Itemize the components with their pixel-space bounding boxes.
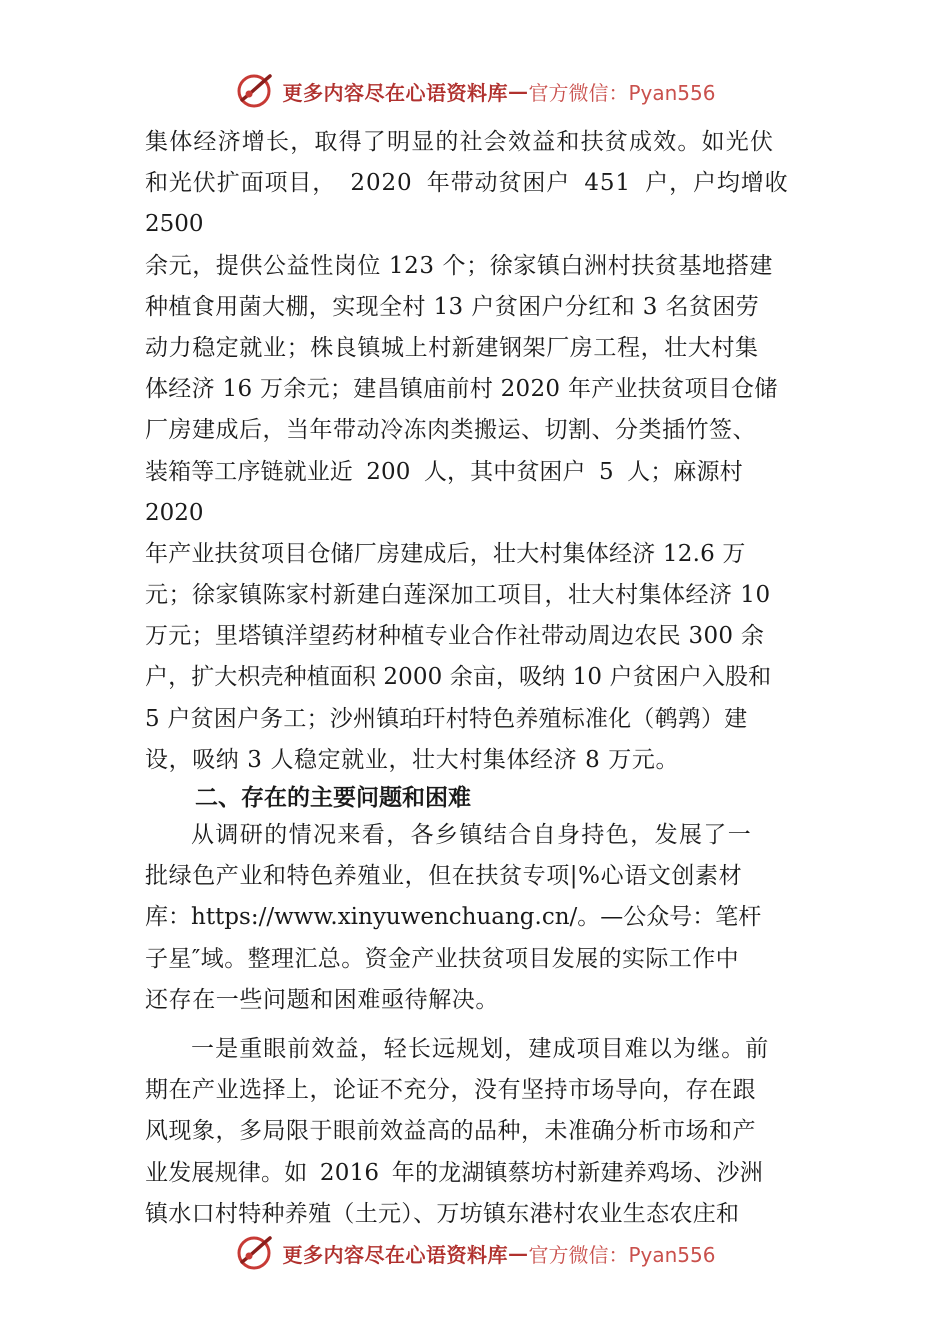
header-watermark xyxy=(0,66,950,116)
text-line: 库：https://www.xinyuwenchuang.cn/。—公众号：笔杆 xyxy=(145,904,762,931)
text-line: 业发展规律。如 2016 年的龙湖镇蔡坊村新建养鸡场、沙洲 xyxy=(145,1159,763,1186)
text-line: 设，吸纳 3 人稳定就业，壮大村集体经济 8 万元。 xyxy=(145,746,680,773)
text-line: 期在产业选择上，论证不充分，没有坚持市场导向，存在跟 xyxy=(145,1077,756,1104)
banner-dash: — xyxy=(507,1241,529,1265)
banner-dash: — xyxy=(507,79,529,103)
banner-wechat: 官方微信：Pyan556 xyxy=(528,1242,716,1267)
text-line: 批绿色产业和特色养殖业，但在扶贫专项|%心语文创素材 xyxy=(145,863,743,890)
text-line: 2500 xyxy=(145,211,204,238)
paragraph-3 xyxy=(145,1029,810,1235)
text-line: 从调研的情况来看，各乡镇结合自身持色，发展了一 xyxy=(191,822,753,848)
text-line: 体经济 16 万余元；建昌镇庙前村 2020 年产业扶贫项目仓储 xyxy=(145,376,778,403)
footer-watermark xyxy=(0,1228,950,1278)
text-line: 和光伏扩面项目， 2020 年带动贫困户 451 户，户均增收 xyxy=(145,170,789,197)
paragraph-1 xyxy=(145,122,810,781)
text-line: 年产业扶贫项目仓储厂房建成后，壮大村集体经济 12.6 万 xyxy=(145,540,746,567)
text-line: 万元；里塔镇洋望药材种植专业合作社带动周边农民 300 余 xyxy=(145,623,765,650)
text-line: 风现象，多局限于眼前效益高的品种，未准确分析市场和产 xyxy=(145,1118,756,1145)
text-line: 集体经济增长，取得了明显的社会效益和扶贫成效。如光伏 xyxy=(145,129,775,155)
banner-text: 更多内容尽在心语资料库 xyxy=(282,1242,508,1267)
brush-logo-icon xyxy=(234,1232,276,1274)
text-line: 动力稳定就业；株良镇城上村新建钢架厂房工程，壮大村集 xyxy=(145,334,759,361)
text-line: 厂房建成后，当年带动冷冻肉类搬运、切割、分类插竹签、 xyxy=(145,417,756,444)
paragraph-2 xyxy=(145,815,810,1021)
text-line: 元；徐家镇陈家村新建白莲深加工项目，壮大村集体经济 10 xyxy=(145,582,771,609)
banner-wechat: 官方微信：Pyan556 xyxy=(528,80,716,105)
banner-text: 更多内容尽在心语资料库 xyxy=(282,80,508,105)
section-heading: 二、存在的主要问题和困难 xyxy=(195,785,471,811)
brush-logo-icon xyxy=(234,70,276,112)
text-line: 一是重眼前效益，轻长远规划，建成项目难以为继。前 xyxy=(191,1035,770,1062)
text-line: 种植食用菌大棚，实现全村 13 户贫困户分红和 3 名贫困劳 xyxy=(145,293,760,320)
text-line: 2020 xyxy=(145,499,204,526)
text-line: 子星″域。整理汇总。资金产业扶贫项目发展的实际工作中 xyxy=(145,945,739,972)
text-line: 还存在一些问题和困难亟待解决。 xyxy=(145,986,499,1013)
text-line: 余元，提供公益性岗位 123 个；徐家镇白洲村扶贫基地搭建 xyxy=(145,252,773,279)
text-line: 镇水口村特种养殖（土元）、万坊镇东港村农业生态农庄和 xyxy=(145,1200,740,1227)
text-line: 5 户贫困户务工；沙州镇珀玕村特色养殖标准化（鹌鹑）建 xyxy=(145,705,748,732)
document-body xyxy=(145,122,810,1235)
text-line: 户，扩大枳壳种植面积 2000 余亩，吸纳 10 户贫困户入股和 xyxy=(145,664,772,691)
text-line: 装箱等工序链就业近 200 人，其中贫困户 5 人；麻源村 xyxy=(145,458,743,485)
